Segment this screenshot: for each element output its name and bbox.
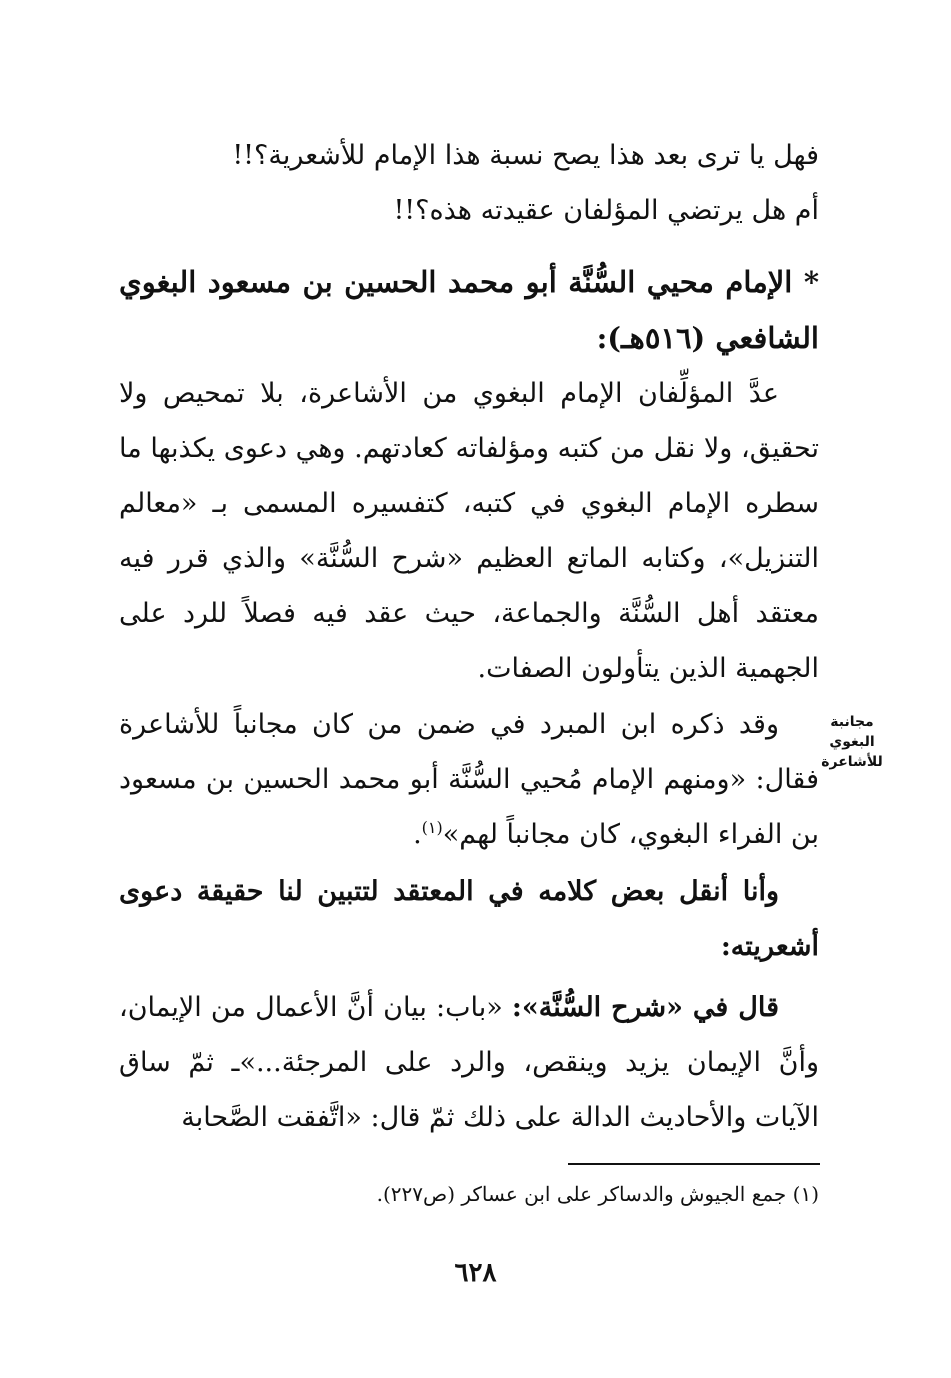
paragraph-2-end: .: [413, 819, 422, 850]
footnote-divider: [568, 1163, 820, 1165]
intro-line-1: فهل يا ترى بعد هذا يصح نسبة هذا الإمام للأشعرية؟!!: [232, 140, 819, 171]
paragraph-4: [119, 980, 819, 1145]
intro-line-2: أم هل يرتضي المؤلفان عقيدته هذه؟!!: [393, 195, 819, 226]
section-heading: * الإمام محيي السُّنَّة أبو محمد الحسين بن مسعود البغوي الشافعي (٥١٦هـ):: [119, 265, 819, 355]
paragraph-1: عدَّ المؤلِّفان الإمام البغوي من الأشاعرة، بلا تمحيص ولا تحقيق، ولا نقل من كتبه ومؤلفاته كعادتهم. وهي دعوى يكذبها ما سطره الإمام البغوي في كتبه، كتفسيره المسمى بـ «معالم التنزيل»، وكتابه الماتع العظيم «شرح السُّنَّة» والذي قرر فيه معتقد أهل السُّنَّة والجماعة، حيث عقد فيه فصلاً للرد على الجهمية الذين يتأولون الصفات.: [119, 378, 819, 684]
footnote-marker: (١): [421, 818, 443, 837]
page-number: ٦٢٨: [454, 1258, 497, 1288]
margin-note: مجانبة البغوي للأشاعرة: [821, 714, 883, 770]
paragraph-3: وأنا أنقل بعض كلامه في المعتقد لتتبين لنا حقيقة دعوى أشعريته:: [119, 876, 819, 962]
paragraph-2-text: وقد ذكره ابن المبرد في ضمن من كان مجانباً للأشاعرة فقال: «ومنهم الإمام مُحيي السُّنَّة أبو محمد الحسين بن مسعود بن الفراء البغوي، كان مجانباً لهم»: [119, 709, 819, 850]
paragraph-4-rest: «باب: بيان أنَّ الأعمال من الإيمان، وأنَّ الإيمان يزيد وينقص، والرد على المرجئة...»ـ ثمّ ساق الآيات والأحاديث الدالة على ذلك ثمّ قال: «اتَّفقت الصَّحابة: [119, 992, 819, 1133]
paragraph-4-lead: قال في «شرح السُّنَّة»:: [511, 992, 780, 1023]
footnote: (١) جمع الجيوش والدساكر على ابن عساكر (ص٢٢٧).: [376, 1182, 819, 1206]
paragraph-2: [119, 697, 819, 862]
